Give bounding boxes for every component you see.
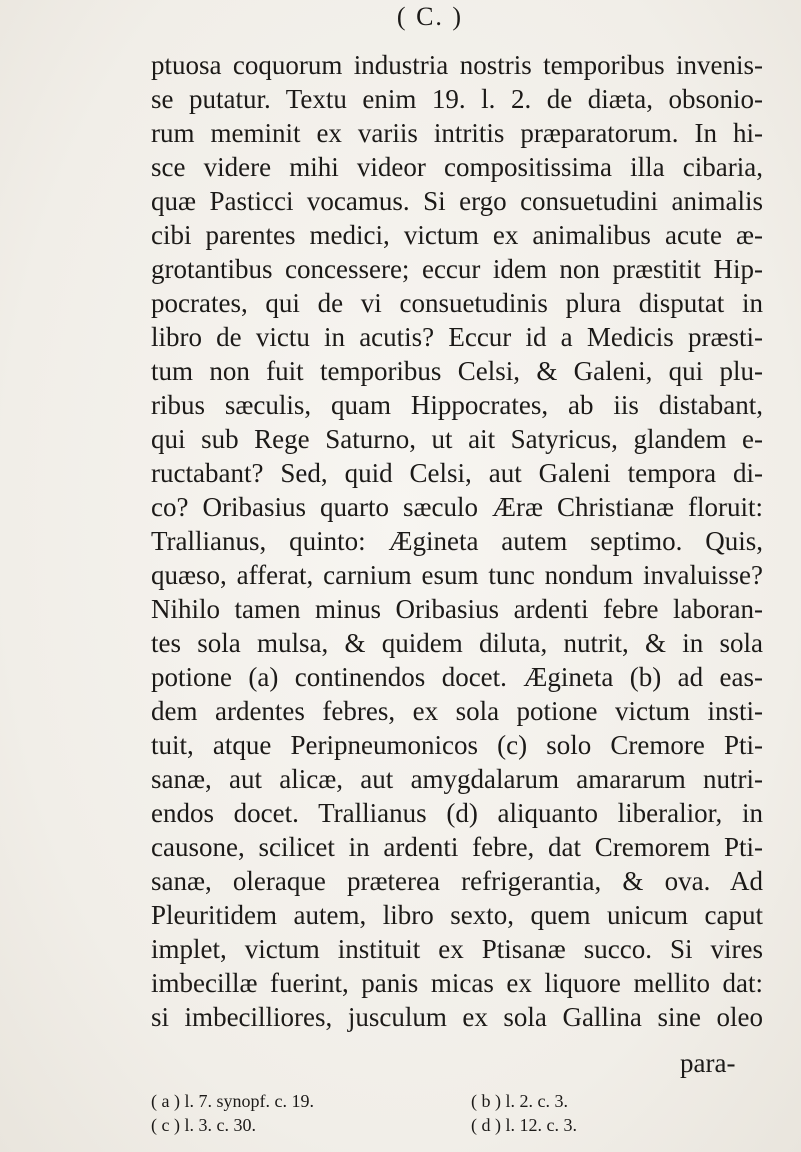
text-line: quæ Pasticci vocamus. Si ergo consuetudini animalis: [151, 186, 763, 216]
text-line: tuit, atque Peripneumonicos (c) solo Cremore Pti-: [151, 730, 763, 760]
text-line: dem ardentes febres, ex sola potione victum insti-: [151, 696, 763, 726]
text-line: rum meminit ex variis intritis præparatorum. In hi-: [151, 118, 763, 148]
text-line: endos docet. Trallianus (d) aliquanto liberalior, in: [151, 798, 763, 828]
text-line: sanæ, aut alicæ, aut amygdalarum amararum nutri-: [151, 764, 763, 794]
text-line: libro de victu in acutis? Eccur id a Medicis præsti-: [151, 322, 763, 352]
text-line: ribus sæculis, quam Hippocrates, ab iis distabant,: [151, 390, 763, 420]
footnote-d: ( d ) l. 12. c. 3.: [471, 1115, 577, 1135]
text-line: sanæ, oleraque præterea refrigerantia, & ova. Ad: [151, 866, 763, 896]
text-line: causone, scilicet in ardenti febre, dat Cremorem Pti-: [151, 832, 763, 862]
text-line: ructabant? Sed, quid Celsi, aut Galeni tempora di-: [151, 458, 763, 488]
text-line: implet, victum instituit ex Ptisanæ succo. Si vires: [151, 934, 763, 964]
text-line: ptuosa coquorum industria nostris temporibus invenis-: [151, 50, 763, 80]
text-line: qui sub Rege Saturno, ut ait Satyricus, glandem e-: [151, 424, 763, 454]
text-line: Nihilo tamen minus Oribasius ardenti febre laboran-: [151, 594, 763, 624]
text-line: si imbecilliores, jusculum ex sola Gallina sine oleo: [151, 1002, 763, 1032]
text-line: potione (a) continendos docet. Ægineta (b) ad eas-: [151, 662, 763, 692]
footnote-a: ( a ) l. 7. synopf. c. 19.: [151, 1091, 314, 1111]
text-line: imbecillæ fuerint, panis micas ex liquore mellito dat:: [151, 968, 763, 998]
text-line: tes sola mulsa, & quidem diluta, nutrit, & in sola: [151, 628, 763, 658]
footnote-c: ( c ) l. 3. c. 30.: [151, 1115, 256, 1135]
text-line: quæso, afferat, carnium esum tunc nondum invaluisse?: [151, 560, 763, 590]
text-line: co? Oribasius quarto sæculo Æræ Christianæ floruit:: [151, 492, 763, 522]
text-line: tum non fuit temporibus Celsi, & Galeni, qui plu-: [151, 356, 763, 386]
text-line: sce videre mihi videor compositissima illa cibaria,: [151, 152, 763, 182]
text-line: Trallianus, quinto: Ægineta autem septimo. Quis,: [151, 526, 763, 556]
footnote-b: ( b ) l. 2. c. 3.: [471, 1091, 568, 1111]
text-line: pocrates, qui de vi consuetudinis plura disputat in: [151, 288, 763, 318]
text-line: se putatur. Textu enim 19. l. 2. de diæta, obsonio-: [151, 84, 763, 114]
text-line: cibi parentes medici, victum ex animalibus acute æ-: [151, 220, 763, 250]
catchword: para-: [680, 1048, 736, 1078]
page-signature: ( C. ): [396, 2, 464, 31]
text-line: grotantibus concessere; eccur idem non præstitit Hip-: [151, 254, 763, 284]
text-line: Pleuritidem autem, libro sexto, quem unicum caput: [151, 900, 763, 930]
